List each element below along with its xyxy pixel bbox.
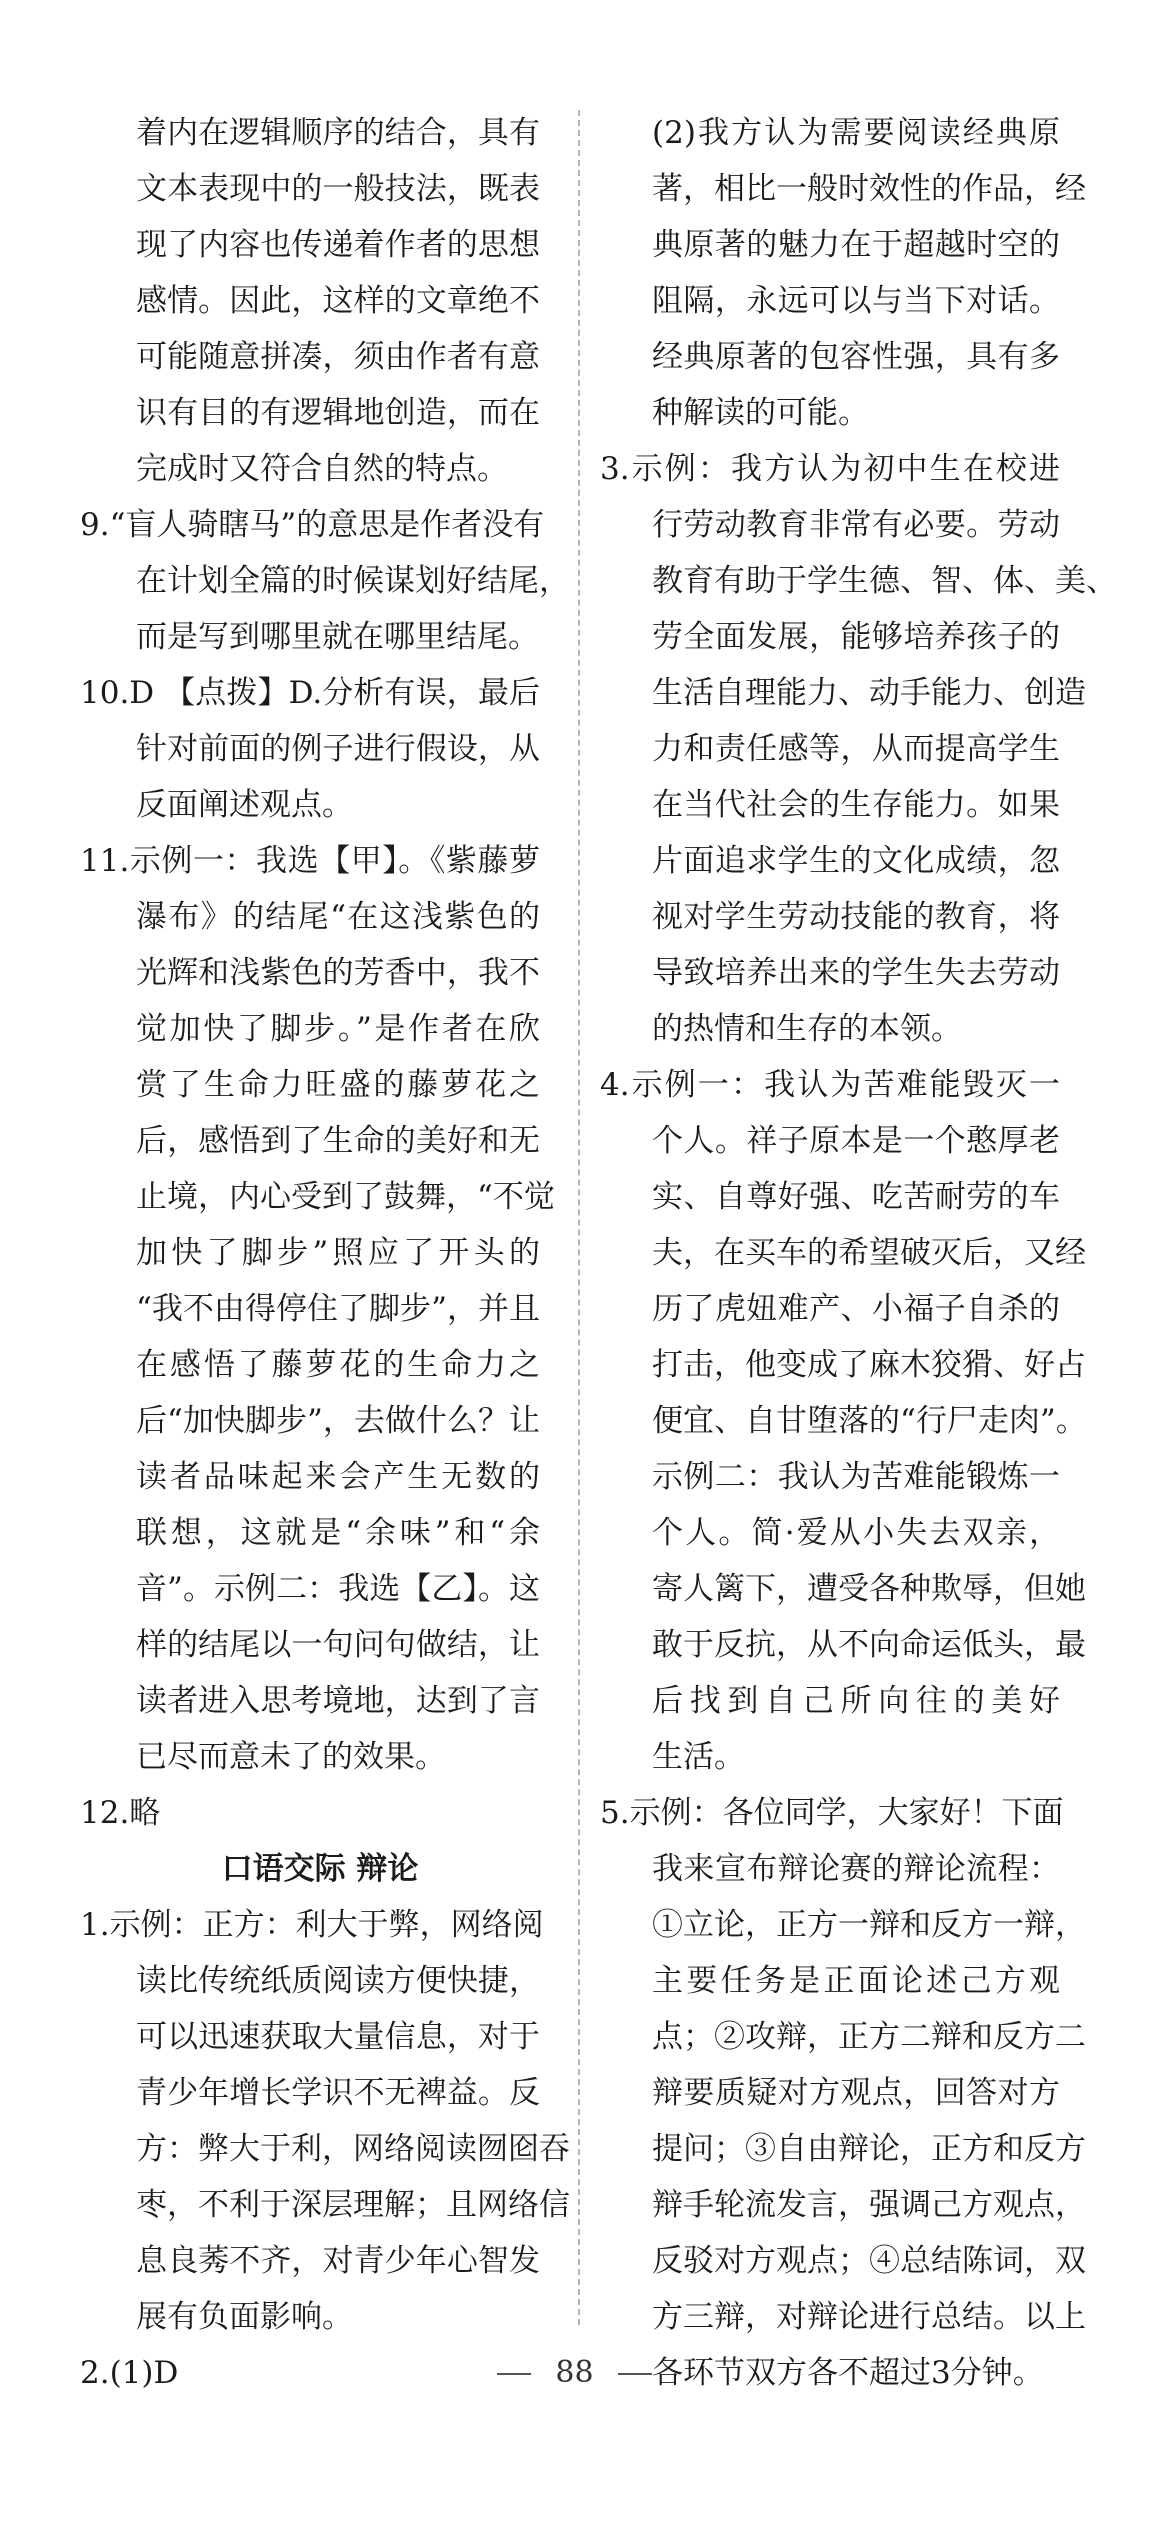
answer-line: “我不由得停住了脚步”，并且 [136,1291,540,1327]
answer-line: 在当代社会的生存能力。如果 [652,787,1060,823]
answer-line: 读者进入思考境地，达到了言 [136,1683,540,1719]
left-column [80,105,570,2401]
answer-line: 的热情和生存的本领。 [652,1011,962,1047]
answer-line: 针对前面的例子进行假设，从 [136,731,540,767]
answer-line: 识有目的有逻辑地创造，而在 [136,395,540,431]
answer-line: 而是写到哪里就在哪里结尾。 [136,619,539,655]
section-heading: 口语交际 辩论 [221,1851,419,1887]
answer-line: 示例二：我认为苦难能锻炼一 [652,1459,1060,1495]
answer-line: 可以迅速获取大量信息，对于 [136,2019,540,2055]
answer-line: 辩要质疑对方观点，回答对方 [652,2075,1060,2111]
answer-line: 生活自理能力、动手能力、创造 [652,675,1086,711]
answer-line: 音”。示例二：我选【乙】。这 [136,1571,540,1607]
answer-line: 点；②攻辩，正方二辩和反方二 [652,2019,1086,2055]
answer-line: 方三辩，对辩论进行总结。以上 [652,2299,1086,2335]
answer-line: 在感悟了藤萝花的生命力之 [136,1347,540,1383]
answer-line: 觉加快了脚步。”是作者在欣 [136,1011,540,1047]
question-number-line: 12.略 [80,1795,161,1831]
footer-dash-left [497,2373,531,2375]
answer-line: 便宜、自甘堕落的“行尸走肉”。 [652,1403,1087,1439]
answer-line: 夫，在买车的希望破灭后，又经 [652,1235,1086,1271]
answer-line: 已尽而意未了的效果。 [136,1739,446,1775]
answer-line: 文本表现中的一般技法，既表 [136,171,540,207]
answer-line: 视对学生劳动技能的教育，将 [652,899,1060,935]
answer-line: 敢于反抗，从不向命运低头，最 [652,1627,1086,1663]
answer-line: 息良莠不齐，对青少年心智发 [136,2243,540,2279]
question-number-line: 2.(1)D [80,2355,179,2391]
answer-line: 赏了生命力旺盛的藤萝花之 [136,1067,540,1103]
answer-line: 著，相比一般时效性的作品，经 [652,171,1086,207]
answer-line: 生活。 [652,1739,745,1775]
answer-line: 力和责任感等，从而提高学生 [652,731,1060,767]
answer-line: 青少年增长学识不无裨益。反 [136,2075,540,2111]
answer-line: 反驳对方观点；④总结陈词，双 [652,2243,1086,2279]
answer-line: 在计划全篇的时候谋划好结尾， [136,563,570,599]
answer-line: 后，感悟到了生命的美好和无 [136,1123,540,1159]
answer-line: 着内在逻辑顺序的结合，具有 [136,115,540,151]
answer-line: 个人。简·爱从小失去双亲， [652,1515,1060,1551]
answer-line: 打击，他变成了麻木狡猾、好占 [652,1347,1086,1383]
answer-line: 片面追求学生的文化成绩，忽 [652,843,1060,879]
answer-line: 瀑布》的结尾“在这浅紫色的 [136,899,540,935]
answer-line: 完成时又符合自然的特点。 [136,451,508,487]
answer-line: 行劳动教育非常有必要。劳动 [652,507,1060,543]
answer-line: 种解读的可能。 [652,395,869,431]
answer-line: 辩手轮流发言，强调己方观点， [652,2187,1086,2223]
page-number: 88 [555,2355,594,2390]
answer-line: 联想，这就是“余味”和“余 [136,1515,540,1551]
answer-line: 反面阐述观点。 [136,787,353,823]
answer-line: 感情。因此，这样的文章绝不 [136,283,540,319]
answer-line: 主要任务是正面论述己方观 [652,1963,1060,1999]
footer-dash-right [618,2373,652,2375]
question-number-line: 9.“盲人骑瞎马”的意思是作者没有 [80,507,545,543]
answer-line: 后找到自己所向往的美好 [652,1683,1060,1719]
answer-line: 我来宣布辩论赛的辩论流程： [652,1851,1060,1887]
answer-line: 教育有助于学生德、智、体、美、 [652,563,1117,599]
question-number-line: 11.示例一：我选【甲】。《紫藤萝 [80,843,540,879]
answer-line: 后“加快脚步”，去做什么？让 [136,1403,540,1439]
answer-line: 劳全面发展，能够培养孩子的 [652,619,1060,655]
answer-line: 加快了脚步”照应了开头的 [136,1235,540,1271]
page-number-footer [0,2355,1149,2390]
answer-line: 经典原著的包容性强，具有多 [652,339,1060,375]
answer-line: 读者品味起来会产生无数的 [136,1459,540,1495]
right-column [600,105,1117,2401]
answer-line: 枣，不利于深层理解；且网络信 [136,2187,570,2223]
answer-line: (2)我方认为需要阅读经典原 [652,115,1060,151]
question-number-line: 1.示例：正方：利大于弊，网络阅 [80,1907,544,1943]
answer-line: 阻隔，永远可以与当下对话。 [652,283,1060,319]
answer-line: 读比传统纸质阅读方便快捷， [136,1963,540,1999]
answer-line: 寄人篱下，遭受各种欺辱，但她 [652,1571,1086,1607]
answer-line: 各环节双方各不超过3分钟。 [652,2355,1044,2391]
answer-line: 方：弊大于利，网络阅读囫囵吞 [136,2131,570,2167]
answer-line: 历了虎妞难产、小福子自杀的 [652,1291,1060,1327]
answer-line: 典原著的魅力在于超越时空的 [652,227,1060,263]
answer-line: ①立论，正方一辩和反方一辩， [652,1907,1086,1943]
question-number-line: 10.D 【点拨】D.分析有误，最后 [80,675,540,711]
answer-line: 现了内容也传递着作者的思想 [136,227,540,263]
question-number-line: 3.示例：我方认为初中生在校进 [600,451,1060,487]
answer-line: 导致培养出来的学生失去劳动 [652,955,1060,991]
answer-line: 提问；③自由辩论，正方和反方 [652,2131,1086,2167]
question-number-line: 4.示例一：我认为苦难能毁灭一 [600,1067,1060,1103]
answer-line: 样的结尾以一句问句做结，让 [136,1627,540,1663]
answer-line: 可能随意拼凑，须由作者有意 [136,339,540,375]
column-divider [578,110,580,2325]
answer-line: 个人。祥子原本是一个憨厚老 [652,1123,1060,1159]
question-number-line: 5.示例：各位同学，大家好！下面 [600,1795,1064,1831]
answer-line: 止境，内心受到了鼓舞，“不觉 [136,1179,555,1215]
answer-line: 光辉和浅紫色的芳香中，我不 [136,955,540,991]
answer-line: 实、自尊好强、吃苦耐劳的车 [652,1179,1060,1215]
answer-line: 展有负面影响。 [136,2299,353,2335]
